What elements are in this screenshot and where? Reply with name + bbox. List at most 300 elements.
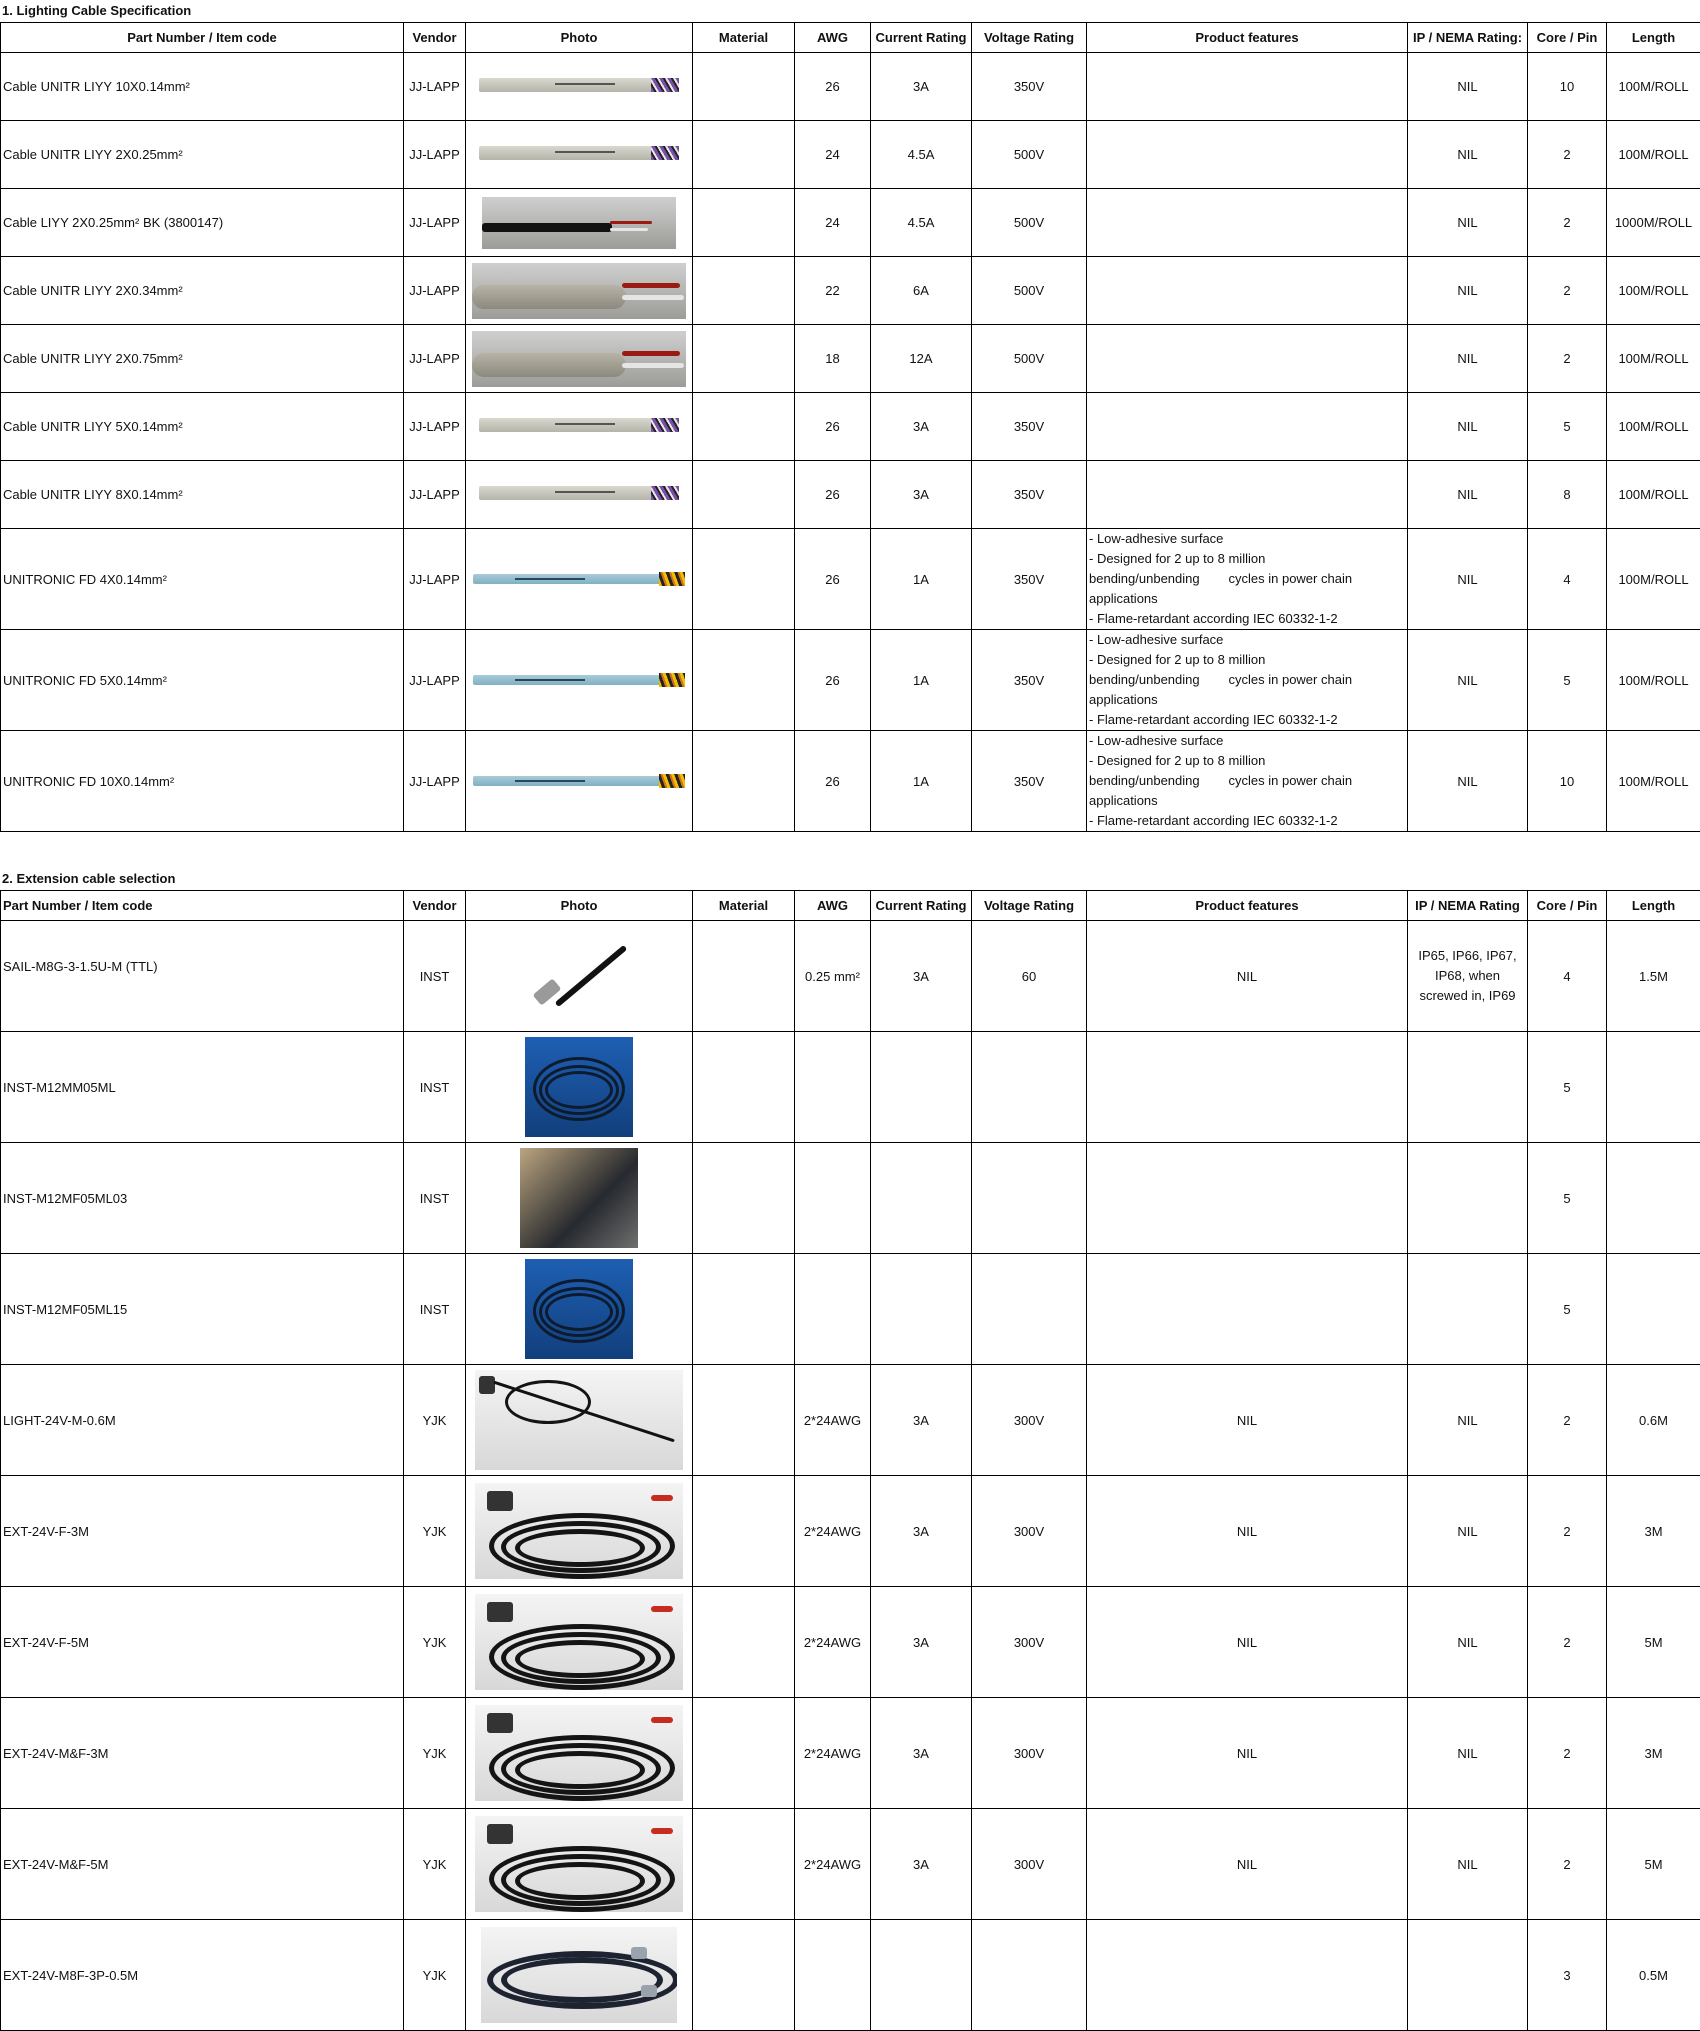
cell-material: [693, 1254, 795, 1365]
cell-core-pin: 5: [1528, 1254, 1607, 1365]
cell-part-number: EXT-24V-M&F-3M: [1, 1698, 404, 1809]
cell-length: 3M: [1607, 1476, 1700, 1587]
col-header-part: Part Number / Item code: [1, 23, 404, 53]
cell-voltage-rating: 300V: [972, 1587, 1087, 1698]
coiled-cable-photo: [475, 1816, 683, 1912]
cell-photo: [466, 1698, 693, 1809]
cell-awg: 24: [795, 121, 871, 189]
col-header-core: Core / Pin: [1528, 23, 1607, 53]
feature-line: - Low-adhesive surface: [1089, 632, 1224, 647]
cell-length: 100M/ROLL: [1607, 121, 1700, 189]
cell-photo: [466, 1143, 693, 1254]
cell-awg: 2*24AWG: [795, 1809, 871, 1920]
cell-awg: 26: [795, 630, 871, 731]
cell-current-rating: 3A: [871, 1698, 972, 1809]
cell-length: 1.5M: [1607, 921, 1700, 1032]
table-row: [1, 189, 1700, 257]
cell-product-features: [1087, 53, 1408, 121]
cell-photo: [466, 630, 693, 731]
cell-core-pin: 2: [1528, 1587, 1607, 1698]
cell-voltage-rating: [972, 1920, 1087, 2031]
cell-product-features: [1087, 529, 1408, 630]
cell-vendor: JJ-LAPP: [404, 529, 466, 630]
cell-length: 100M/ROLL: [1607, 393, 1700, 461]
cell-voltage-rating: 500V: [972, 189, 1087, 257]
cell-core-pin: 2: [1528, 325, 1607, 393]
cell-length: 100M/ROLL: [1607, 630, 1700, 731]
m8-connector-photo: [524, 935, 634, 1017]
cell-product-features: [1087, 630, 1408, 731]
cell-part-number: Cable UNITR LIYY 5X0.14mm²: [1, 393, 404, 461]
table-row: [1, 630, 1700, 731]
table-row: [1, 921, 1700, 1032]
cell-core-pin: 10: [1528, 53, 1607, 121]
col-header-material: Material: [693, 23, 795, 53]
header-row: [1, 23, 1700, 53]
feature-line: applications: [1089, 692, 1158, 707]
cell-awg: 2*24AWG: [795, 1365, 871, 1476]
cell-material: [693, 630, 795, 731]
cell-ip-rating: NIL: [1408, 121, 1528, 189]
cell-current-rating: 1A: [871, 529, 972, 630]
blue-cable-photo: [473, 774, 685, 789]
feature-line: applications: [1089, 591, 1158, 606]
cell-awg: [795, 1143, 871, 1254]
feature-line: bending/unbending cycles in power chain: [1089, 773, 1353, 788]
cell-photo: [466, 325, 693, 393]
cell-ip-rating: NIL: [1408, 1365, 1528, 1476]
cell-material: [693, 529, 795, 630]
cell-ip-rating: NIL: [1408, 325, 1528, 393]
lighting-cable-table: [0, 22, 1700, 832]
feature-line: bending/unbending cycles in power chain: [1089, 571, 1353, 586]
table-row: [1, 257, 1700, 325]
col-header-voltage: Voltage Rating: [972, 891, 1087, 921]
cell-part-number: INST-M12MF05ML03: [1, 1143, 404, 1254]
cell-product-features: [1087, 121, 1408, 189]
cell-awg: 26: [795, 529, 871, 630]
cell-material: [693, 1476, 795, 1587]
cell-photo: [466, 1809, 693, 1920]
bundled-cables-photo: [481, 1927, 677, 2023]
feature-line: - Flame-retardant according IEC 60332-1-2: [1089, 611, 1338, 626]
cell-vendor: INST: [404, 1032, 466, 1143]
cell-awg: 2*24AWG: [795, 1476, 871, 1587]
cell-product-features: [1087, 325, 1408, 393]
cell-ip-rating: NIL: [1408, 1476, 1528, 1587]
feature-line: bending/unbending cycles in power chain: [1089, 672, 1353, 687]
cell-ip-rating: NIL: [1408, 731, 1528, 832]
col-header-length: Length: [1607, 23, 1700, 53]
coiled-cable-photo: [475, 1594, 683, 1690]
cell-ip-rating: [1408, 1143, 1528, 1254]
grey-cable-photo: [479, 486, 679, 503]
cell-current-rating: 3A: [871, 393, 972, 461]
cell-product-features: [1087, 1254, 1408, 1365]
feature-line: - Low-adhesive surface: [1089, 531, 1224, 546]
cell-ip-rating: NIL: [1408, 630, 1528, 731]
feature-line: - Flame-retardant according IEC 60332-1-2: [1089, 813, 1338, 828]
cell-awg: 0.25 mm²: [795, 921, 871, 1032]
cell-current-rating: 1A: [871, 731, 972, 832]
cell-product-features: [1087, 1920, 1408, 2031]
col-header-photo: Photo: [466, 891, 693, 921]
cell-ip-rating: NIL: [1408, 529, 1528, 630]
table-row: [1, 1254, 1700, 1365]
table-row: [1, 529, 1700, 630]
cell-voltage-rating: 350V: [972, 731, 1087, 832]
cell-vendor: INST: [404, 921, 466, 1032]
col-header-ip: IP / NEMA Rating:: [1408, 23, 1528, 53]
col-header-vendor: Vendor: [404, 891, 466, 921]
cell-current-rating: [871, 1920, 972, 2031]
cell-part-number: INST-M12MM05ML: [1, 1032, 404, 1143]
cell-part-number: UNITRONIC FD 5X0.14mm²: [1, 630, 404, 731]
cell-vendor: YJK: [404, 1587, 466, 1698]
cell-photo: [466, 189, 693, 257]
cell-product-features: [1087, 461, 1408, 529]
table-row: [1, 1032, 1700, 1143]
col-header-length: Length: [1607, 891, 1700, 921]
cell-part-number: INST-M12MF05ML15: [1, 1254, 404, 1365]
cell-length: [1607, 1143, 1700, 1254]
cell-ip-rating: NIL: [1408, 257, 1528, 325]
cell-product-features: [1087, 731, 1408, 832]
cell-awg: 22: [795, 257, 871, 325]
cell-core-pin: 2: [1528, 1809, 1607, 1920]
cell-photo: [466, 1920, 693, 2031]
col-header-current: Current Rating: [871, 23, 972, 53]
cell-material: [693, 1587, 795, 1698]
cell-length: 100M/ROLL: [1607, 529, 1700, 630]
cell-vendor: YJK: [404, 1920, 466, 2031]
blue-bg-coil-photo: [525, 1259, 633, 1359]
cell-photo: [466, 257, 693, 325]
coiled-cable-photo: [475, 1483, 683, 1579]
cell-voltage-rating: 300V: [972, 1365, 1087, 1476]
cell-voltage-rating: 350V: [972, 393, 1087, 461]
cell-current-rating: 3A: [871, 1809, 972, 1920]
feature-line: - Designed for 2 up to 8 million: [1089, 551, 1266, 566]
col-header-material: Material: [693, 891, 795, 921]
cell-current-rating: [871, 1254, 972, 1365]
cell-vendor: YJK: [404, 1476, 466, 1587]
cell-length: 100M/ROLL: [1607, 731, 1700, 832]
cell-length: 3M: [1607, 1698, 1700, 1809]
cell-product-features: NIL: [1087, 1587, 1408, 1698]
cell-length: 5M: [1607, 1587, 1700, 1698]
cell-part-number: LIGHT-24V-M-0.6M: [1, 1365, 404, 1476]
cell-ip-rating: NIL: [1408, 53, 1528, 121]
cell-material: [693, 257, 795, 325]
cell-length: 100M/ROLL: [1607, 257, 1700, 325]
cell-part-number: EXT-24V-F-3M: [1, 1476, 404, 1587]
table-row: [1, 731, 1700, 832]
cell-voltage-rating: 350V: [972, 461, 1087, 529]
cell-core-pin: 2: [1528, 257, 1607, 325]
cell-length: 0.5M: [1607, 1920, 1700, 2031]
cell-current-rating: 12A: [871, 325, 972, 393]
cell-awg: [795, 1254, 871, 1365]
cell-material: [693, 1698, 795, 1809]
black-cable-photo: [482, 197, 676, 249]
cell-voltage-rating: 300V: [972, 1809, 1087, 1920]
cell-ip-rating: NIL: [1408, 1587, 1528, 1698]
cell-part-number: SAIL-M8G-3-1.5U-M (TTL): [1, 921, 404, 1032]
cell-voltage-rating: 500V: [972, 325, 1087, 393]
cell-voltage-rating: [972, 1254, 1087, 1365]
cell-core-pin: 2: [1528, 121, 1607, 189]
cell-material: [693, 1365, 795, 1476]
cell-voltage-rating: 350V: [972, 529, 1087, 630]
cell-length: 100M/ROLL: [1607, 53, 1700, 121]
cell-material: [693, 1032, 795, 1143]
cell-awg: [795, 1920, 871, 2031]
coiled-cable-photo: [475, 1705, 683, 1801]
blue-cable-photo: [473, 572, 685, 587]
cell-photo: [466, 921, 693, 1032]
cell-ip-rating: [1408, 1254, 1528, 1365]
col-header-photo: Photo: [466, 23, 693, 53]
cell-ip-rating: NIL: [1408, 1809, 1528, 1920]
cell-current-rating: 4.5A: [871, 189, 972, 257]
cell-awg: 26: [795, 461, 871, 529]
cell-vendor: JJ-LAPP: [404, 393, 466, 461]
table-row: [1, 1920, 1700, 2031]
table-row: [1, 1587, 1700, 1698]
cell-material: [693, 1920, 795, 2031]
cell-vendor: JJ-LAPP: [404, 325, 466, 393]
cell-ip-rating: [1408, 921, 1528, 1032]
cell-vendor: JJ-LAPP: [404, 121, 466, 189]
cell-core-pin: 4: [1528, 529, 1607, 630]
cell-material: [693, 461, 795, 529]
table-row: [1, 1698, 1700, 1809]
ip-rating-line: IP65, IP66, IP67,: [1418, 948, 1517, 963]
ip-rating-line: IP68, when: [1434, 968, 1501, 983]
table-row: [1, 461, 1700, 529]
cell-material: [693, 921, 795, 1032]
cell-product-features: [1087, 189, 1408, 257]
cell-part-number: Cable UNITR LIYY 2X0.34mm²: [1, 257, 404, 325]
feature-line: - Flame-retardant according IEC 60332-1-2: [1089, 712, 1338, 727]
col-header-features: Product features: [1087, 23, 1408, 53]
cell-length: 100M/ROLL: [1607, 461, 1700, 529]
cell-product-features: [1087, 1032, 1408, 1143]
cell-material: [693, 393, 795, 461]
cell-voltage-rating: 350V: [972, 630, 1087, 731]
section-2-title: 2. Extension cable selection: [2, 871, 176, 886]
col-header-ip: IP / NEMA Rating: [1408, 891, 1528, 921]
cell-photo: [466, 1587, 693, 1698]
table-row: [1, 121, 1700, 189]
cell-voltage-rating: 300V: [972, 1698, 1087, 1809]
table-row: [1, 325, 1700, 393]
table-row: [1, 1143, 1700, 1254]
cell-material: [693, 731, 795, 832]
cell-current-rating: [871, 1143, 972, 1254]
grey-cable-photo: [479, 146, 679, 163]
cell-material: [693, 189, 795, 257]
ip-rating-line: screwed in, IP69: [1419, 988, 1516, 1003]
table-row: [1, 1809, 1700, 1920]
feature-line: - Low-adhesive surface: [1089, 733, 1224, 748]
header-row: [1, 891, 1700, 921]
cell-vendor: YJK: [404, 1809, 466, 1920]
col-header-awg: AWG: [795, 891, 871, 921]
cell-photo: [466, 121, 693, 189]
cell-vendor: JJ-LAPP: [404, 630, 466, 731]
cell-photo: [466, 53, 693, 121]
cell-voltage-rating: 350V: [972, 53, 1087, 121]
cell-awg: [795, 1032, 871, 1143]
cell-length: 0.6M: [1607, 1365, 1700, 1476]
cell-part-number: UNITRONIC FD 4X0.14mm²: [1, 529, 404, 630]
grey-cable-photo: [479, 418, 679, 435]
cell-length: [1607, 1254, 1700, 1365]
cell-awg: 26: [795, 731, 871, 832]
cell-vendor: JJ-LAPP: [404, 731, 466, 832]
col-header-current: Current Rating: [871, 891, 972, 921]
cell-voltage-rating: 500V: [972, 121, 1087, 189]
cell-product-features: NIL: [1087, 1809, 1408, 1920]
cell-core-pin: 2: [1528, 1476, 1607, 1587]
cell-ip-rating: NIL: [1408, 1698, 1528, 1809]
cell-core-pin: 8: [1528, 461, 1607, 529]
cell-vendor: YJK: [404, 1698, 466, 1809]
col-header-features: Product features: [1087, 891, 1408, 921]
grey-thick-cable-photo: [472, 263, 686, 319]
cell-current-rating: 3A: [871, 1476, 972, 1587]
cell-photo: [466, 1032, 693, 1143]
cell-core-pin: 3: [1528, 1920, 1607, 2031]
cell-length: 100M/ROLL: [1607, 325, 1700, 393]
cell-product-features: [1087, 1143, 1408, 1254]
feature-line: - Designed for 2 up to 8 million: [1089, 652, 1266, 667]
box-of-cables-photo: [520, 1148, 638, 1248]
cell-vendor: JJ-LAPP: [404, 53, 466, 121]
cell-product-features: NIL: [1087, 1476, 1408, 1587]
cell-ip-rating: NIL: [1408, 461, 1528, 529]
cell-core-pin: 5: [1528, 630, 1607, 731]
extension-cable-table: [0, 890, 1700, 2031]
cell-voltage-rating: 300V: [972, 1476, 1087, 1587]
cell-part-number: EXT-24V-F-5M: [1, 1587, 404, 1698]
cell-current-rating: 3A: [871, 1365, 972, 1476]
cell-awg: 2*24AWG: [795, 1587, 871, 1698]
cell-photo: [466, 1476, 693, 1587]
cell-vendor: INST: [404, 1143, 466, 1254]
cell-material: [693, 53, 795, 121]
cell-ip-rating: NIL: [1408, 189, 1528, 257]
blue-cable-photo: [473, 673, 685, 688]
cell-current-rating: 3A: [871, 1587, 972, 1698]
cell-awg: 26: [795, 53, 871, 121]
short-cable-photo: [475, 1370, 683, 1470]
cell-product-features: [1087, 257, 1408, 325]
cell-awg: 24: [795, 189, 871, 257]
cell-core-pin: 2: [1528, 1698, 1607, 1809]
cell-core-pin: 5: [1528, 1143, 1607, 1254]
cell-material: [693, 121, 795, 189]
cell-voltage-rating: [972, 1032, 1087, 1143]
blue-bg-coil-photo: [525, 1037, 633, 1137]
cell-core-pin: 2: [1528, 189, 1607, 257]
grey-thick-cable-photo: [472, 331, 686, 387]
cell-current-rating: 1A: [871, 630, 972, 731]
cell-photo: [466, 529, 693, 630]
cell-part-number: Cable UNITR LIYY 10X0.14mm²: [1, 53, 404, 121]
cell-photo: [466, 461, 693, 529]
cell-photo: [466, 1365, 693, 1476]
cell-vendor: INST: [404, 1254, 466, 1365]
cell-material: [693, 1143, 795, 1254]
cell-core-pin: 4: [1528, 921, 1607, 1032]
cell-part-number: EXT-24V-M&F-5M: [1, 1809, 404, 1920]
cell-ip-rating: NIL: [1408, 393, 1528, 461]
cell-awg: 2*24AWG: [795, 1698, 871, 1809]
table-row: [1, 53, 1700, 121]
cell-current-rating: 4.5A: [871, 121, 972, 189]
table-row: [1, 1476, 1700, 1587]
col-header-awg: AWG: [795, 23, 871, 53]
cell-part-number: Cable UNITR LIYY 2X0.25mm²: [1, 121, 404, 189]
cell-product-features: NIL: [1087, 1365, 1408, 1476]
feature-line: applications: [1089, 793, 1158, 808]
cell-voltage-rating: [972, 1143, 1087, 1254]
cell-part-number: Cable UNITR LIYY 8X0.14mm²: [1, 461, 404, 529]
cell-photo: [466, 1254, 693, 1365]
cell-product-features: NIL: [1087, 921, 1408, 1032]
col-header-vendor: Vendor: [404, 23, 466, 53]
cell-current-rating: [871, 1032, 972, 1143]
cell-part-number: Cable LIYY 2X0.25mm² BK (3800147): [1, 189, 404, 257]
cell-material: [693, 325, 795, 393]
cell-vendor: JJ-LAPP: [404, 257, 466, 325]
cell-vendor: JJ-LAPP: [404, 461, 466, 529]
table-row: [1, 1365, 1700, 1476]
cell-length: 1000M/ROLL: [1607, 189, 1700, 257]
cell-current-rating: 6A: [871, 257, 972, 325]
cell-product-features: [1087, 393, 1408, 461]
cell-length: [1607, 1032, 1700, 1143]
cell-awg: 26: [795, 393, 871, 461]
cell-photo: [466, 731, 693, 832]
table-row: [1, 393, 1700, 461]
cell-ip-rating: [1408, 1032, 1528, 1143]
cell-core-pin: 5: [1528, 1032, 1607, 1143]
cell-current-rating: 3A: [871, 461, 972, 529]
cell-part-number: UNITRONIC FD 10X0.14mm²: [1, 731, 404, 832]
grey-cable-photo: [479, 78, 679, 95]
col-header-part: Part Number / Item code: [1, 891, 404, 921]
cell-core-pin: 2: [1528, 1365, 1607, 1476]
cell-product-features: NIL: [1087, 1698, 1408, 1809]
section-1-title: 1. Lighting Cable Specification: [2, 3, 192, 18]
cell-material: [693, 1809, 795, 1920]
cell-core-pin: 5: [1528, 393, 1607, 461]
cell-part-number: Cable UNITR LIYY 2X0.75mm²: [1, 325, 404, 393]
cell-vendor: YJK: [404, 1365, 466, 1476]
col-header-voltage: Voltage Rating: [972, 23, 1087, 53]
cell-ip-rating: [1408, 1920, 1528, 2031]
cell-vendor: JJ-LAPP: [404, 189, 466, 257]
feature-line: - Designed for 2 up to 8 million: [1089, 753, 1266, 768]
cell-length: 5M: [1607, 1809, 1700, 1920]
cell-photo: [466, 393, 693, 461]
cell-voltage-rating: 500V: [972, 257, 1087, 325]
cell-voltage-rating: 60: [972, 921, 1087, 1032]
